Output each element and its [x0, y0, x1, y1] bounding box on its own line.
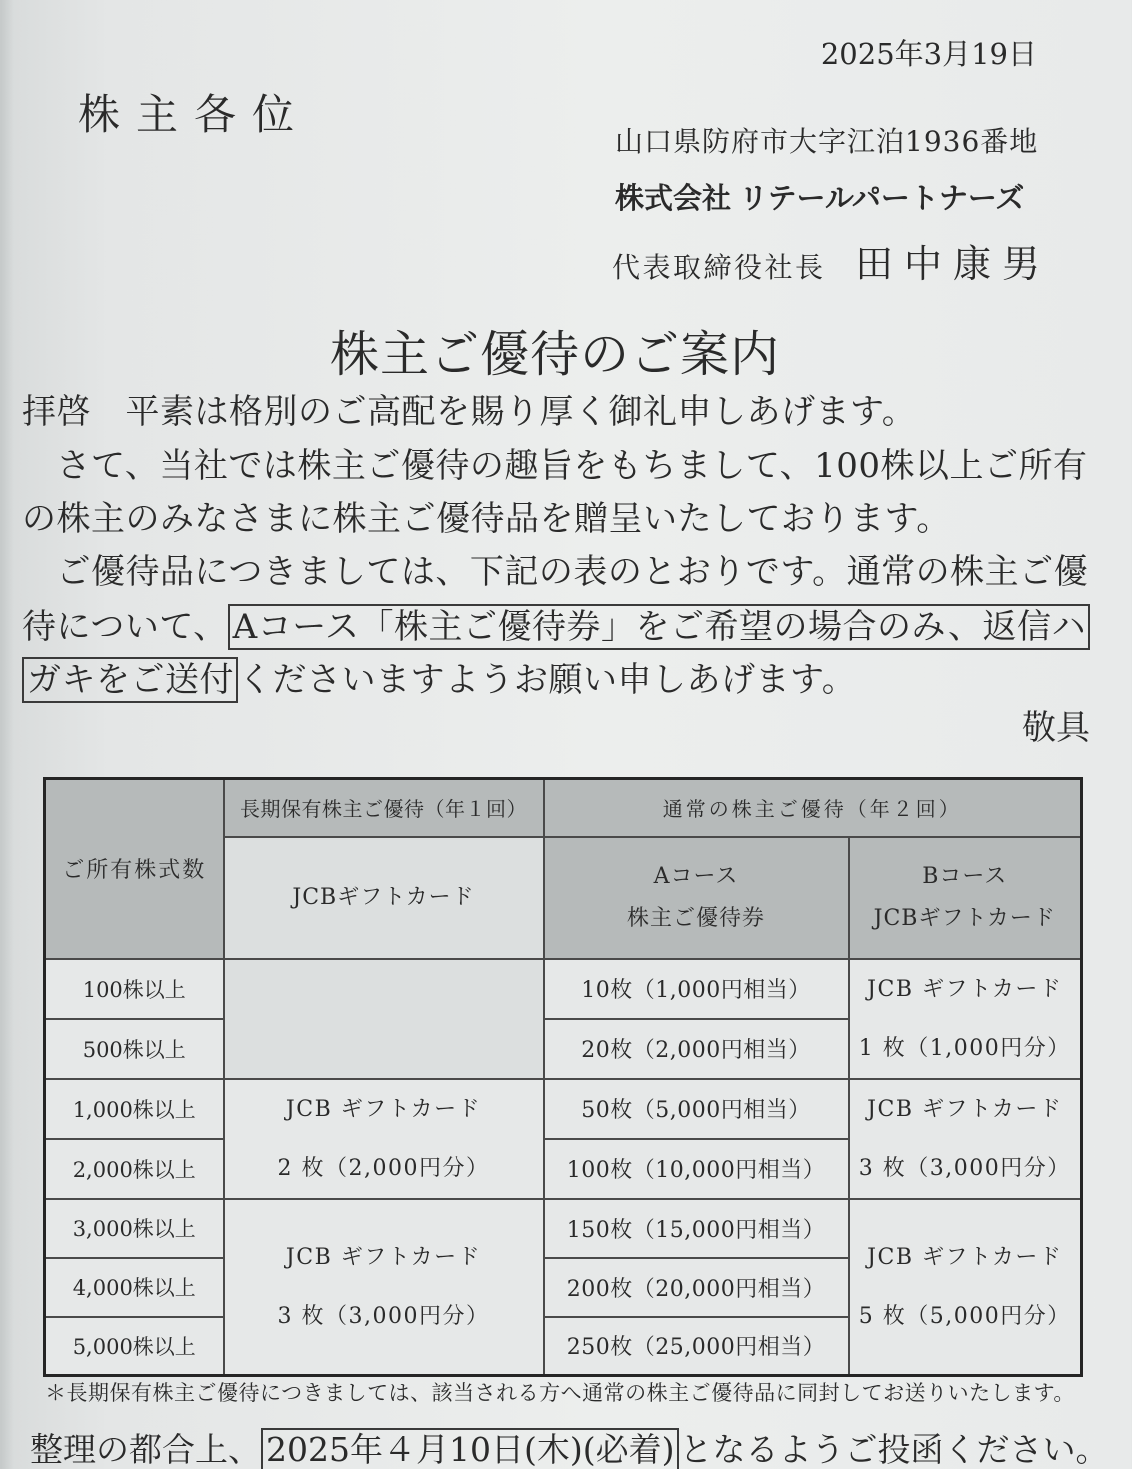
deadline-line	[30, 1432, 1108, 1468]
deadline-date: 2025年４月10日(木)(必着)	[261, 1428, 679, 1469]
boxed-instruction-part-2: ガキをご送付	[22, 657, 238, 703]
course-b-count: 5 枚（5,000円分）	[858, 1303, 1071, 1329]
body-line-5	[22, 607, 1090, 647]
body-line-6	[22, 660, 856, 700]
long-term-item: JCB ギフトカード	[285, 1244, 482, 1270]
body-line-5-lead: 待について、	[22, 607, 228, 647]
course-a-cell: 250枚（25,000円相当）	[544, 1317, 849, 1376]
shares-cell: 4,000株以上	[45, 1258, 224, 1317]
sender-address: 山口県防府市大字江泊1936番地	[615, 125, 1039, 158]
header-course-b-item: JCBギフトカード	[873, 905, 1056, 931]
sender-company: 株式会社 リテールパートナーズ	[615, 183, 1025, 215]
course-a-cell: 20枚（2,000円相当）	[544, 1019, 849, 1079]
closing-word: 敬具	[1022, 708, 1090, 748]
header-long-term: 長期保有株主ご優待（年１回）	[224, 779, 544, 837]
benefit-table	[43, 777, 1083, 1377]
shares-cell: 3,000株以上	[45, 1199, 224, 1258]
representative-title: 代表取締役社長	[612, 251, 826, 284]
shares-cell: 100株以上	[45, 959, 224, 1019]
body-line-4: ご優待品につきましては、下記の表のとおりです。通常の株主ご優	[22, 552, 1089, 592]
representative-name: 田中康男	[855, 242, 1052, 286]
shares-cell: 500株以上	[45, 1019, 224, 1079]
body-line-6-tail: くださいますようお願い申しあげます。	[238, 660, 857, 700]
deadline-lead: 整理の都合上、	[30, 1430, 261, 1469]
long-term-count: 2 枚（2,000円分）	[277, 1155, 490, 1181]
body-line-2: さて、当社では株主ご優待の趣旨をもちまして、100株以上ご所有	[22, 446, 1088, 486]
deadline-tail: となるようご投函ください。	[679, 1430, 1109, 1469]
header-long-term-item	[224, 837, 544, 959]
course-b-count: 3 枚（3,000円分）	[858, 1155, 1071, 1181]
document-date: 2025年3月19日	[820, 37, 1037, 71]
course-b-item: JCB ギフトカード	[867, 976, 1063, 1002]
long-term-cell-empty	[224, 959, 544, 1079]
header-course-b	[849, 837, 1082, 959]
header-course-b-name: Bコース	[922, 863, 1008, 889]
course-b-cell	[849, 1079, 1082, 1199]
course-b-cell	[849, 959, 1082, 1079]
long-term-count: 3 枚（3,000円分）	[277, 1303, 490, 1329]
long-term-cell	[224, 1199, 544, 1376]
shares-cell: 2,000株以上	[45, 1139, 224, 1199]
body-line-1: 拝啓 平素は格別のご高配を賜り厚く御礼申しあげます。	[22, 392, 917, 432]
table-row	[45, 1199, 1082, 1258]
course-b-item: JCB ギフトカード	[867, 1096, 1063, 1122]
table-footnote: ＊長期保有株主ご優待につきましては、該当される方へ通常の株主ご優待品に同封してお送りいたします。	[45, 1381, 1075, 1405]
course-a-cell: 50枚（5,000円相当）	[544, 1079, 849, 1139]
header-shares: ご所有株式数	[45, 779, 224, 959]
course-b-item: JCB ギフトカード	[867, 1244, 1063, 1270]
course-a-cell: 150枚（15,000円相当）	[544, 1199, 849, 1258]
long-term-item: JCB ギフトカード	[285, 1096, 482, 1122]
document-heading: 株主ご優待のご案内	[330, 326, 781, 383]
shares-cell: 1,000株以上	[45, 1079, 224, 1139]
addressee: 株主各位	[78, 90, 311, 139]
course-b-cell	[849, 1199, 1082, 1376]
header-course-a-item: 株主ご優待券	[626, 905, 765, 931]
table-row	[45, 1079, 1082, 1139]
header-long-term-item-label: JCBギフトカード	[292, 884, 475, 910]
course-b-count: 1 枚（1,000円分）	[858, 1035, 1071, 1061]
body-line-3: の株主のみなさまに株主ご優待品を贈呈いたしております。	[22, 499, 951, 539]
course-a-cell: 100枚（10,000円相当）	[544, 1139, 849, 1199]
header-course-a	[544, 837, 849, 959]
shares-cell: 5,000株以上	[45, 1317, 224, 1376]
course-a-cell: 10枚（1,000円相当）	[544, 959, 849, 1019]
long-term-cell	[224, 1079, 544, 1199]
header-regular: 通常の株主ご優待（年２回）	[544, 779, 1082, 837]
header-course-a-name: Aコース	[653, 863, 739, 889]
table-header-row-1	[45, 779, 1082, 837]
boxed-instruction-part-1: Aコース「株主ご優待券」をご希望の場合のみ、返信ハ	[228, 604, 1090, 650]
course-a-cell: 200枚（20,000円相当）	[544, 1258, 849, 1317]
table-row	[45, 959, 1082, 1019]
